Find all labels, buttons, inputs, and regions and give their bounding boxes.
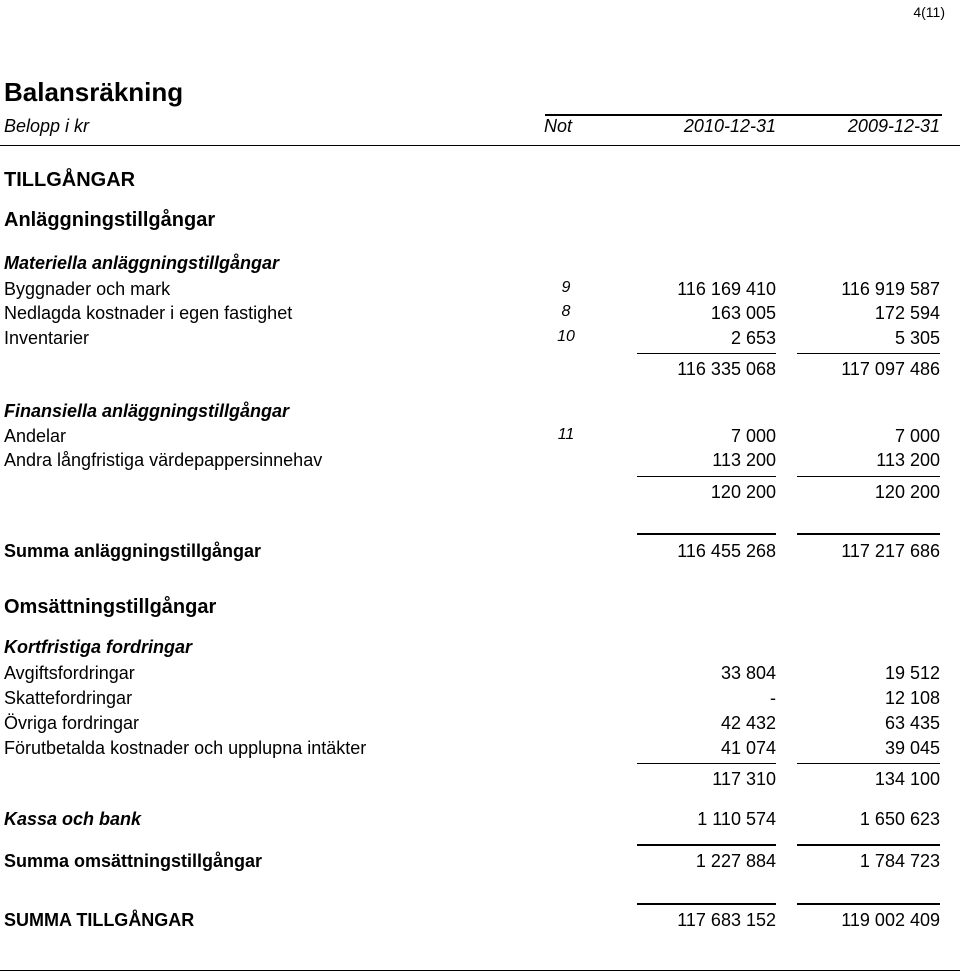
row-value-2010: 113 200 xyxy=(712,450,776,470)
row-label: Andra långfristiga värdepappersinnehav xyxy=(4,450,323,470)
row-label: Andelar xyxy=(4,426,67,446)
row-value-2009: 19 512 xyxy=(884,663,940,683)
row-value-2010: 2 653 xyxy=(730,328,776,348)
row-value-2009: 113 200 xyxy=(876,450,940,470)
row-label: Nedlagda kostnader i egen fastighet xyxy=(4,303,293,323)
row-value-2009: 5 305 xyxy=(894,328,940,348)
subtotal-rule-2010 xyxy=(637,763,776,764)
total-rule-2010 xyxy=(637,903,776,905)
row-value-2009: 172 594 xyxy=(874,303,940,323)
cash-label: Kassa och bank xyxy=(4,809,142,829)
row-value-2009: 7 000 xyxy=(894,426,940,446)
cash-value-2010: 1 110 574 xyxy=(697,809,776,829)
row-value-2010: 42 432 xyxy=(720,713,776,733)
total-value-2010: 117 683 152 xyxy=(677,910,776,930)
subtotal-rule-2009 xyxy=(797,353,940,354)
total-value-2009: 119 002 409 xyxy=(841,910,940,930)
row-value-2009: 116 919 587 xyxy=(841,279,940,299)
row-note: 8 xyxy=(561,303,571,320)
subtotal-rule-2010 xyxy=(637,476,776,477)
subtotal-rule-2009 xyxy=(797,476,940,477)
footer-rule xyxy=(0,970,960,971)
row-value-2010: - xyxy=(770,688,776,708)
sum-current-value-2009: 1 784 723 xyxy=(859,851,940,871)
header-bottom-rule xyxy=(0,145,960,146)
row-note: 11 xyxy=(557,426,575,443)
header-col1-label: 2010-12-31 xyxy=(683,116,776,136)
row-label: Förutbetalda kostnader och upplupna intäkter xyxy=(4,738,367,758)
row-note: 9 xyxy=(561,279,571,296)
header-col2-label: 2009-12-31 xyxy=(847,116,940,136)
subtotal-value-2010: 120 200 xyxy=(710,482,776,502)
row-value-2010: 116 169 410 xyxy=(677,279,776,299)
subtotal-value-2010: 117 310 xyxy=(712,769,776,789)
page-title: Balansräkning xyxy=(4,77,184,107)
row-value-2010: 33 804 xyxy=(720,663,776,683)
total-label: SUMMA TILLGÅNGAR xyxy=(4,910,195,930)
tangible-heading: Materiella anläggningstillgångar xyxy=(4,253,280,273)
subtotal-value-2009: 120 200 xyxy=(874,482,940,502)
current-assets-heading: Omsättningstillgångar xyxy=(4,596,217,618)
subtotal-value-2009: 134 100 xyxy=(874,769,940,789)
sum-rule-2010 xyxy=(637,844,776,846)
financial-heading: Finansiella anläggningstillgångar xyxy=(4,401,290,421)
sum-rule-2009 xyxy=(797,533,940,535)
total-rule-2009 xyxy=(797,903,940,905)
sum-current-value-2010: 1 227 884 xyxy=(695,851,776,871)
header-note-label: Not xyxy=(544,116,573,136)
sum-rule-2009 xyxy=(797,844,940,846)
sum-fixed-value-2009: 117 217 686 xyxy=(841,541,940,561)
sum-fixed-label: Summa anläggningstillgångar xyxy=(4,541,262,561)
sum-fixed-value-2010: 116 455 268 xyxy=(677,541,776,561)
row-value-2010: 7 000 xyxy=(730,426,776,446)
sum-current-label: Summa omsättningstillgångar xyxy=(4,851,263,871)
row-value-2009: 39 045 xyxy=(884,738,940,758)
page-number: 4(11) xyxy=(913,4,945,20)
assets-heading: TILLGÅNGAR xyxy=(4,169,136,191)
row-value-2010: 163 005 xyxy=(710,303,776,323)
header-unit-label: Belopp i kr xyxy=(4,116,90,136)
subtotal-rule-2009 xyxy=(797,763,940,764)
subtotal-value-2010: 116 335 068 xyxy=(677,359,776,379)
cash-value-2009: 1 650 623 xyxy=(859,809,940,829)
row-label: Övriga fordringar xyxy=(4,713,140,733)
row-value-2009: 12 108 xyxy=(884,688,940,708)
row-label: Avgiftsfordringar xyxy=(4,663,135,683)
row-value-2009: 63 435 xyxy=(884,713,940,733)
fixed-assets-heading: Anläggningstillgångar xyxy=(4,209,216,231)
sum-rule-2010 xyxy=(637,533,776,535)
subtotal-value-2009: 117 097 486 xyxy=(841,359,940,379)
subtotal-rule-2010 xyxy=(637,353,776,354)
receivables-heading: Kortfristiga fordringar xyxy=(4,637,193,657)
row-label: Inventarier xyxy=(4,328,90,348)
row-note: 10 xyxy=(557,328,575,345)
row-value-2010: 41 074 xyxy=(720,738,776,758)
row-label: Skattefordringar xyxy=(4,688,133,708)
row-label: Byggnader och mark xyxy=(4,279,171,299)
